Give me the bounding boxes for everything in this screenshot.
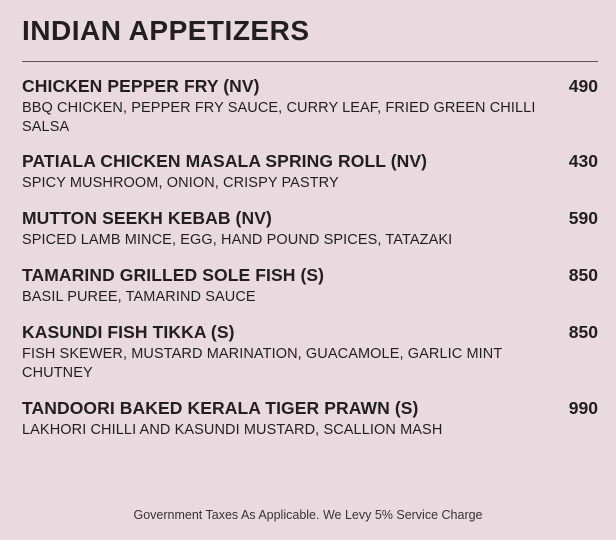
menu-item [22, 398, 598, 440]
footer-note: Government Taxes As Applicable. We Levy 5% Service Charge [133, 508, 483, 522]
menu-item-description: FISH SKEWER, MUSTARD MARINATION, GUACAMOLE, GARLIC MINT CHUTNEY [22, 346, 503, 381]
menu-item-price: 430 [568, 151, 598, 172]
menu-item-header [22, 76, 598, 97]
page-title: INDIAN APPETIZERS [22, 15, 310, 46]
title-divider [22, 61, 598, 62]
menu-item-description: BBQ CHICKEN, PEPPER FRY SAUCE, CURRY LEAF, FRIED GREEN CHILLI SALSA [22, 99, 536, 135]
menu-item-name: TANDOORI BAKED KERALA TIGER PRAWN (S) [22, 397, 419, 418]
menu-item [22, 322, 598, 383]
menu-item [22, 208, 598, 250]
menu-item-price: 490 [568, 75, 598, 96]
menu-item-header [22, 322, 598, 343]
menu-item-price: 850 [568, 322, 598, 343]
menu-item-header [22, 398, 598, 419]
menu-item-name: PATIALA CHICKEN MASALA SPRING ROLL (NV) [22, 151, 428, 172]
menu-item-header [22, 265, 598, 286]
menu-item [22, 151, 598, 193]
menu-item-price: 590 [568, 208, 598, 229]
menu-item-description: LAKHORI CHILLI AND KASUNDI MUSTARD, SCALLION MASH [22, 421, 443, 438]
menu-item-price: 850 [568, 265, 598, 286]
menu-item-price: 990 [568, 397, 598, 418]
menu-item [22, 76, 598, 137]
menu-item-name: MUTTON SEEKH KEBAB (NV) [22, 208, 272, 229]
menu-item-description: BASIL PUREE, TAMARIND SAUCE [22, 289, 256, 306]
menu-item-header [22, 151, 598, 172]
menu-item [22, 265, 598, 307]
menu-item-name: TAMARIND GRILLED SOLE FISH (S) [22, 265, 325, 286]
menu-item-description: SPICED LAMB MINCE, EGG, HAND POUND SPICES, TATAZAKI [22, 232, 453, 249]
menu-item-name: CHICKEN PEPPER FRY (NV) [22, 75, 260, 96]
menu-item-description: SPICY MUSHROOM, ONION, CRISPY PASTRY [22, 175, 339, 192]
menu-item-header [22, 208, 598, 229]
menu-item-name: KASUNDI FISH TIKKA (S) [22, 322, 235, 343]
